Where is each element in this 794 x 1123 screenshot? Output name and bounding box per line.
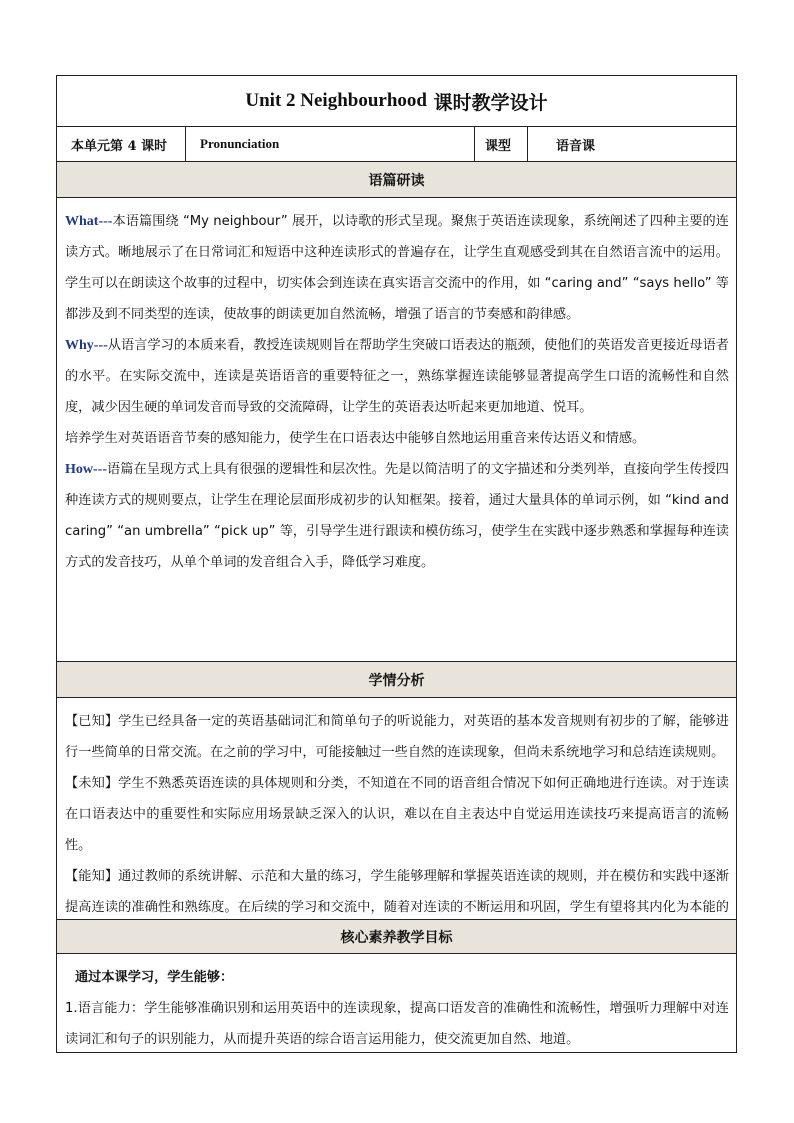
how-keyword: How--- — [65, 462, 107, 477]
meta-row — [57, 127, 736, 162]
goals-lead: 通过本课学习，学生能够： — [75, 970, 234, 985]
how-text: 语篇在呈现方式上具有很强的逻辑性和层次性。先是以简洁明了的文字描述和分类列举，直接向学生传授四种连读方式的规则要点，让学生在理论层面形成初步的认知框架。接着，通过大量具体的单词示例，如 “kind and caring” “an umbrella” “pick up” 等，引导学生进行跟读和模仿练习，使学生在实践中逐步熟悉和掌握每种连读方式的发音技巧，从单个单词的发音组合入手，降低学习难度。 — [65, 462, 729, 570]
unknown-paragraph: 【未知】学生不熟悉英语连读的具体规则和分类，不知道在不同的语音组合情况下如何正确地进行连读。对于连读在口语表达中的重要性和实际应用场景缺乏深入的认识，难以在自主表达中自觉运用连读技巧来提高语言的流畅性。 — [65, 776, 729, 853]
section-body-text-analysis — [57, 198, 736, 662]
lesson-plan-table — [56, 75, 737, 1053]
title-english: Unit 2 Neighbourhood — [245, 90, 427, 111]
how-paragraph — [65, 454, 729, 578]
section-heading-core-goals: 核心素养教学目标 — [57, 920, 736, 954]
type-value-cell: 语音课 — [556, 138, 596, 154]
page-title — [57, 76, 736, 127]
title-chinese: 课时教学设计 — [433, 91, 548, 114]
why-keyword: Why--- — [65, 338, 108, 353]
unit-lesson-cell: 本单元第 4 课时 — [57, 127, 186, 161]
able-paragraph: 【能知】通过教师的系统讲解、示范和大量的练习，学生能够理解和掌握英语连读的规则，并在模仿和实践中逐渐提高连读的准确性和熟练度。在后续的学习和交流中，随着对连读的不断运用和巩固，学生有望将其内化为本能的 — [65, 869, 729, 915]
topic-cell: Pronunciation — [186, 127, 475, 161]
what-text: 本语篇围绕 “My neighbour” 展开，以诗歌的形式呈现。聚焦于英语连读现象，系统阐述了四种主要的连读方式。晰地展示了在日常词汇和短语中这种连读形式的普遍存在，让学生直观感受到其在自然语言流中的运用。学生可以在朗读这个故事的过程中，切实体会到连读在真实语言交流中的作用，如 “caring and” “says hello” 等都涉及到不同类型的连读，使故事的朗读更加自然流畅，增强了语言的节奏感和韵律感。 — [65, 214, 729, 322]
goal-1: 1.语言能力：学生能够准确识别和运用英语中的连读现象，提高口语发音的准确性和流畅性，增强听力理解中对连读词汇和句子的识别能力，从而提升英语的综合语言运用能力，使交流更加自然、地道。 — [65, 1001, 729, 1047]
section-heading-learner-analysis: 学情分析 — [57, 662, 736, 698]
what-keyword: What--- — [65, 214, 113, 229]
section-body-core-goals — [57, 954, 736, 1054]
what-paragraph — [65, 206, 729, 330]
why-paragraph — [65, 330, 729, 423]
type-label-cell: 课型 — [475, 127, 528, 161]
known-paragraph: 【已知】学生已经具备一定的英语基础词汇和简单句子的听说能力，对英语的基本发音规则有初步的了解，能够进行一些简单的日常交流。在之前的学习中，可能接触过一些自然的连读现象，但尚未系统地学习和总结连读规则。 — [65, 714, 729, 760]
why-paragraph-2: 培养学生对英语语音节奏的感知能力，使学生在口语表达中能够自然地运用重音来传达语义和情感。 — [65, 431, 646, 446]
section-heading-text-analysis: 语篇研读 — [57, 162, 736, 198]
why-text: 从语言学习的本质来看，教授连读规则旨在帮助学生突破口语表达的瓶颈，使他们的英语发音更接近母语者的水平。在实际交流中，连读是英语语音的重要特征之一，熟练掌握连读能够显著提高学生口语的流畅性和自然度，减少因生硬的单词发音而导致的交流障碍，让学生的英语表达听起来更加地道、悦耳。 — [65, 338, 729, 415]
section-body-learner-analysis — [57, 698, 736, 920]
